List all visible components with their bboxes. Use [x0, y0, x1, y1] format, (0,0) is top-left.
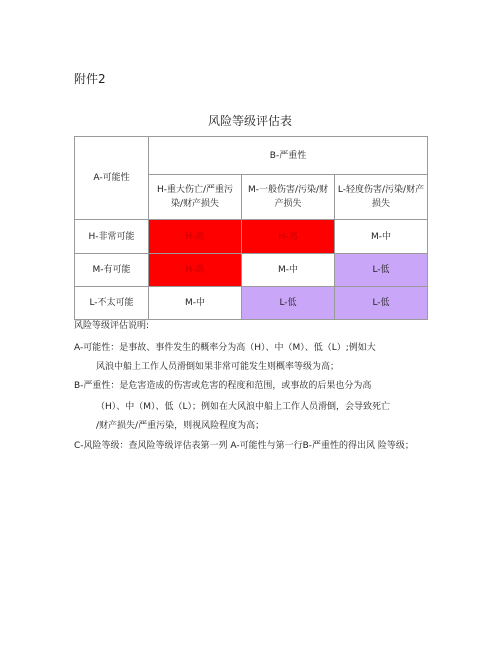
risk-matrix-table: [74, 136, 428, 320]
notes-heading: 风险等级评估说明:: [74, 321, 150, 331]
severity-col-low: L-轻度伤害/污染/财产损失: [335, 175, 428, 220]
risk-cell: M-中: [242, 254, 335, 287]
likelihood-label: M-有可能: [75, 254, 149, 287]
corner-header: A-可能性: [75, 137, 149, 220]
severity-header: B-严重性: [149, 137, 428, 175]
document-title: 风险等级评估表: [207, 114, 292, 128]
likelihood-label: H-非常可能: [75, 220, 149, 254]
note-b-line: /财产损失/严重污染，则视风险程度为高；: [96, 421, 265, 431]
note-c-line: C-风险等级：查风险等级评估表第一列 A-可能性与第一行B-严重性的得出风 险等级；: [74, 441, 414, 451]
table-row: [75, 254, 428, 287]
risk-cell: L-低: [335, 254, 428, 287]
likelihood-label: L-不太可能: [75, 287, 149, 320]
risk-cell: H-高: [242, 220, 335, 254]
severity-col-medium: M-一般伤害/污染/财产损失: [242, 175, 335, 220]
severity-col-high: H-重大伤亡/严重污染/财产损失: [149, 175, 242, 220]
note-a-line: A-可能性：是事故、事件发生的概率分为高（H）、中（M）、低（L）;例如大: [74, 343, 376, 353]
risk-cell: H-高: [149, 220, 242, 254]
risk-cell: M-中: [335, 220, 428, 254]
attachment-label: 附件2: [74, 72, 106, 86]
note-a-line: 风浪中船上工作人员滑倒如果非常可能发生则概率等级为高；: [96, 362, 340, 372]
risk-cell: L-低: [242, 287, 335, 320]
table-row: [75, 287, 428, 320]
risk-cell: M-中: [149, 287, 242, 320]
risk-cell: L-低: [335, 287, 428, 320]
risk-cell: H-高: [149, 254, 242, 287]
note-b-line: （H）、中（M）、低（L）；例如在大风浪中船上工作人员滑倒，会导致死亡: [96, 402, 391, 412]
note-b-line: B-严重性：是危害造成的伤害或危害的程度和范围，或事故的后果也分为高: [74, 381, 372, 391]
table-row: [75, 220, 428, 254]
